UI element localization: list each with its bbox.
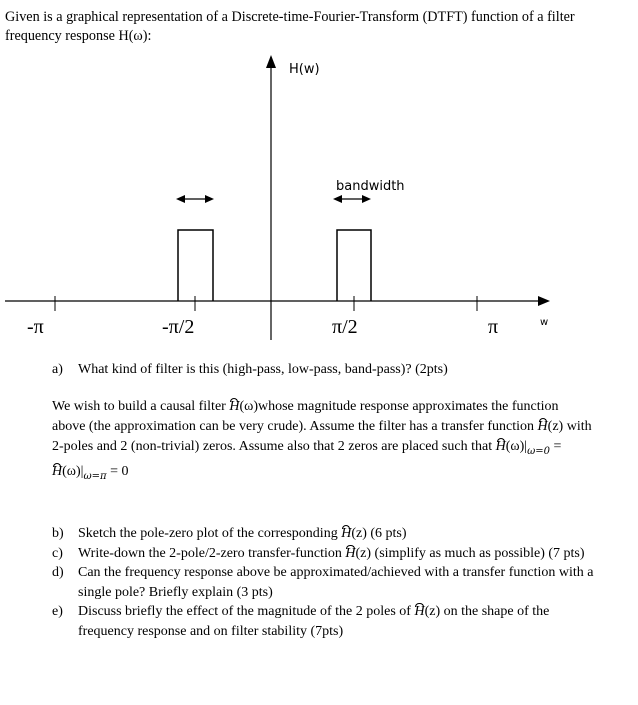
tick-label-neg-pi: -π [27,316,44,338]
question-a-label: a) [52,362,63,377]
question-c: c) Write-down the 2-pole/2-zero transfer-function H(z) (simplify as much as possible) (7 pts) [52,544,632,564]
passband-pulse-positive [337,230,371,301]
problem-statement [52,397,632,487]
question-e: e) Discuss briefly the effect of the magnitude of the 2 poles of H(z) on the shape of the frequency response and on filter stability (7pts) [52,602,632,641]
passband-pulse-negative [178,230,213,301]
intro-line-1: Given is a graphical representation of a Discrete-time-Fourier-Transform (DTFT) function of a filter [5,9,575,25]
question-d-label: d) [52,565,64,581]
x-axis-arrowhead [538,296,550,306]
question-d: d) Can the frequency response above be approximated/achieved with a transfer function with a single pole? Briefly explain (3 pts) [52,563,632,602]
problem-line-4: $H(\omega)|_{\omega=\pi} = 0$ [52,463,129,482]
bandwidth-arrow-left [176,195,214,203]
problem-line-3: 2-poles and 2 (non-trivial) zeros. Assume also that 2 zeros are placed such that $H(\omega)|_{\omega=0}$ = [52,439,562,457]
tick-label-pi-half: π/2 [332,316,358,338]
x-axis-label: w [540,317,549,328]
question-b-label: b) [52,526,64,541]
problem-line-1: We wish to build a causal filter H(ω)whose magnitude response approximates the function [52,397,632,417]
tick-label-neg-pi-half: -π/2 [162,316,195,338]
question-b: b) Sketch the pole-zero plot of the corresponding H(z) (6 pts) [52,524,632,544]
intro-line-2: frequency response H(ω): [5,28,152,44]
question-c-label: c) [52,545,63,561]
question-a [52,361,448,379]
tick-label-pi: π [488,316,499,338]
question-a-text: What kind of filter is this (high-pass, low-pass, band-pass)? (2pts) [78,362,448,377]
bandwidth-label: bandwidth [336,179,405,194]
y-axis-label: H(w) [289,62,320,77]
y-axis-arrowhead [266,55,276,68]
question-list [52,524,632,642]
bandwidth-arrow-right [333,195,371,203]
question-e-label: e) [52,604,63,620]
problem-line-2: above (the approximation can be very crude). Assume the filter has a transfer function H(z) with [52,417,632,437]
